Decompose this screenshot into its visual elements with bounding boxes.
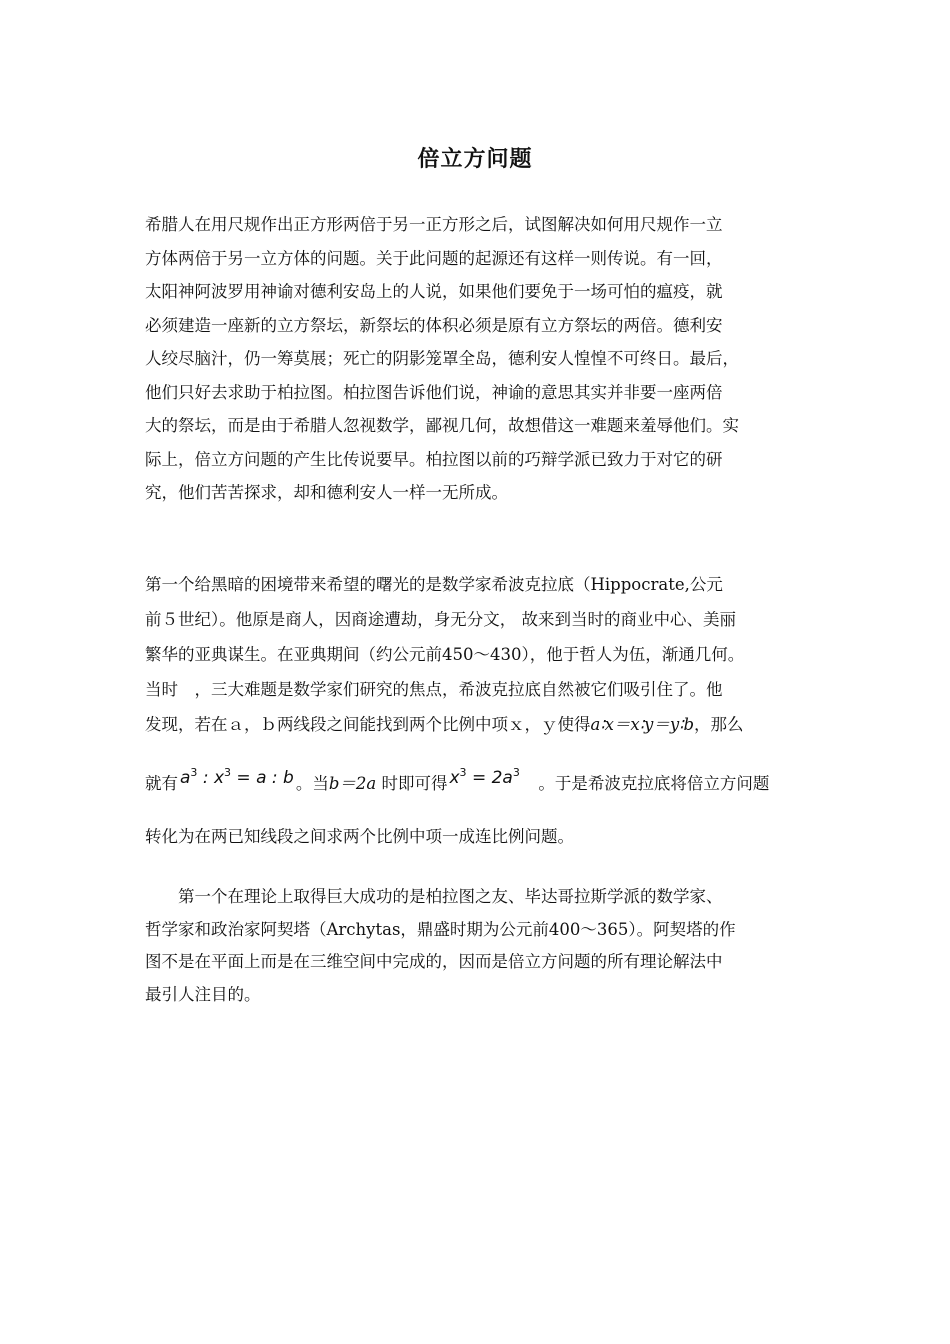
text-line: 人绞尽脑汁，仍一筹莫展；死亡的阴影笼罩全岛，德利安人惶惶不可终日。最后，: [145, 349, 739, 368]
text-line: 第一个在理论上取得巨大成功的是柏拉图之友、毕达哥拉斯学派的数学家、: [178, 887, 723, 906]
formula-exponent: 3: [224, 766, 232, 779]
formula-var: a: [180, 768, 191, 788]
text-line: 哲学家和政治家阿契塔（Archytas，鼎盛时期为公元前400～365）。阿契塔的作: [145, 919, 736, 939]
formula-exponent: 3: [190, 766, 198, 779]
text-line: 大的祭坛，而是由于希腊人忽视数学，鄙视几何，故想借这一难题来羞辱他们。实: [145, 416, 739, 435]
text-line: 际上，倍立方问题的产生比传说要早。柏拉图以前的巧辩学派已致力于对它的研: [145, 449, 723, 469]
formula-rest: = 2a: [466, 768, 513, 788]
text-line: 转化为在两已知线段之间求两个比例中项一成连比例问题。: [145, 827, 574, 846]
condition-expression: b＝2a: [328, 774, 377, 793]
text-line: 繁华的亚典谋生。在亚典期间（约公元前450～430），他于哲人为伍，渐通几何。: [145, 645, 745, 664]
text-line: 图不是在平面上而是在三维空间中完成的，因而是倍立方问题的所有理论解法中: [145, 952, 723, 971]
paragraph-archytas: [145, 881, 807, 1011]
text-line: 他们只好去求助于柏拉图。柏拉图告诉他们说，神谕的意思其实并非要一座两倍: [145, 382, 723, 402]
line-text: 就有: [145, 774, 178, 793]
formula-exponent: 3: [512, 766, 520, 779]
line-text: ，那么: [694, 715, 744, 734]
line-text: 时即可得: [376, 774, 448, 793]
text-line: [145, 707, 807, 742]
paragraph-origin-legend: [145, 208, 807, 510]
text-line: 前５世纪）。他原是商人，因商途遭劫，身无分文， 故来到当时的商业中心、美丽: [145, 610, 736, 629]
line-text: 发现，若在ａ，ｂ两线段之间能找到两个比例中项ｘ，ｙ使得: [145, 715, 591, 734]
text-line: 希腊人在用尺规作出正方形两倍于另一正方形之后，试图解决如何用尺规作一立: [145, 215, 723, 234]
paragraph-hippocrates: [145, 567, 807, 854]
formula-cube-proportion: [178, 768, 296, 788]
text-line: 当时 ，三大难题是数学家们研究的焦点，希波克拉底自然被它们吸引住了。他: [145, 680, 723, 699]
formula-var: x: [449, 768, 460, 788]
formula-rest: = a : b: [231, 768, 294, 788]
formula-doubling-cube: [447, 768, 521, 788]
line-text: 。当: [295, 774, 329, 793]
formula-sep: :: [197, 768, 214, 788]
line-text: 。于是希波克拉底将倍立方问题: [521, 774, 770, 793]
text-line: 第一个给黑暗的困境带来希望的曙光的是数学家希波克拉底（Hippocrate,公元: [145, 575, 723, 594]
text-line-with-formulas: [145, 754, 807, 809]
text-line: 太阳神阿波罗用神谕对德利安岛上的人说，如果他们要免于一场可怕的瘟疫，就: [145, 282, 723, 301]
text-line: 最引人注目的。: [145, 984, 261, 1004]
formula-var: x: [213, 768, 225, 788]
proportion-expression: a∶x＝x∶y＝y∶b: [590, 715, 695, 734]
page-title: 倍立方问题: [417, 146, 533, 172]
text-line: 必须建造一座新的立方祭坛，新祭坛的体积必须是原有立方祭坛的两倍。德利安: [145, 315, 723, 335]
text-line: 方体两倍于另一立方体的问题。关于此问题的起源还有这样一则传说。有一回，: [145, 248, 723, 268]
text-line: 究，他们苦苦探求，却和德利安人一样一无所成。: [145, 483, 508, 502]
formula-exponent: 3: [459, 766, 467, 779]
